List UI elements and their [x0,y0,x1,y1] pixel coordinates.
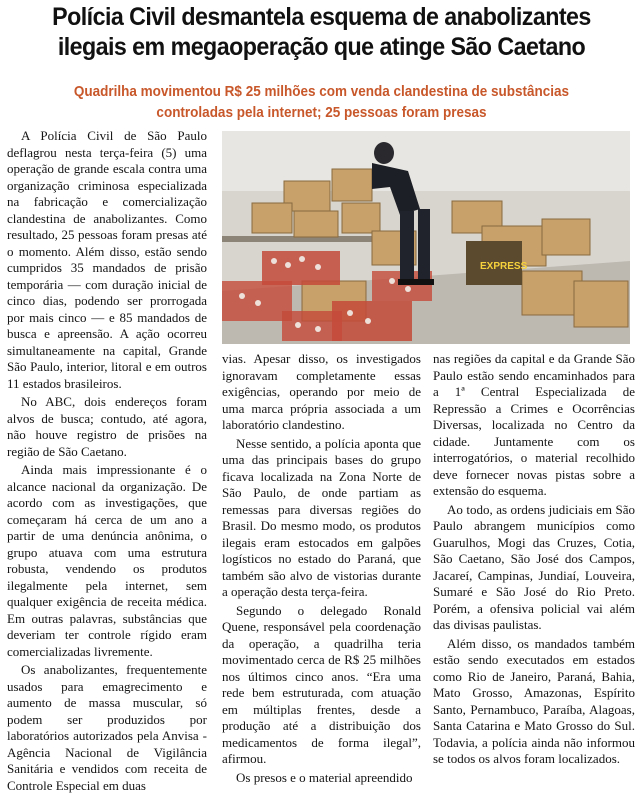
headline-line-1: Polícia Civil desmantela esquema de anabolizantes [52,3,591,31]
subheadline-line-1: Quadrilha movimentou R$ 25 milhões com venda clandestina de substâncias [73,83,570,100]
paragraph: Ao todo, as ordens judiciais em São Paulo abrangem municípios como Guarulhos, Mogi das Cruzes, Cotia, São Caetano, São José dos Campos, Jacareí, Campinas, Jundiaí, Louveira, Sumaré e São José do Rio Preto. Porém, a ofensiva policial vai além das divisas paulistas. [433,501,635,632]
news-photo [222,131,630,344]
paragraph: Ainda mais impressionante é o alcance nacional da organização. De acordo com as investigações, que começaram há cerca de um ano a partir de uma denúncia anônima, o grupo atuava com uma estrutura robusta, vendendo os produtos ilegalmente pela internet, sem qualquer exigência de receita médica. Em outras palavras, substâncias que deveriam ter controle rígido eram comercializadas livremente. [7,462,207,659]
headline [23,2,621,62]
paragraph: Os presos e o material apreendido [236,769,413,785]
subheadline-line-2: controladas pela internet; 25 pessoas foram presas [156,104,487,121]
paragraph: Além disso, os mandados também estão sendo executados em estados como Rio de Janeiro, Paraná, Bahia, Mato Grosso, Amazonas, Espírito Santo, Pernambuco, Paraíba, Alagoas, Santa Catarina e Mato Grosso do Sul. Todavia, a polícia ainda não informou se todos os alvos foram localizados. [433,635,635,766]
paragraph: nas regiões da capital e da Grande São Paulo estão sendo encaminhados para a 1ª Central Especializada de Repressão a Crimes e Ocorrências Diversas, localizada no Centro da cidade. Juntamente com os interrogatórios, o material recolhido deve fornecer novas pistas sobre a extensão do esquema. [433,351,635,498]
article-column-1 [7,128,207,794]
article-column-3 [433,351,635,768]
subheadline [32,81,611,123]
paragraph: No ABC, dois endereços foram alvos de busca; contudo, até agora, não houve registro de prisões na região de São Caetano. [7,394,207,459]
paragraph: Segundo o delegado Ronald Quene, responsável pela coordenação da operação, a quadrilha teria movimentado cerca de R$ 25 milhões nos últimos cinco anos. “Era uma rede bem estruturada, com atuação em múltiplas frentes, desde a produção até a distribuição dos medicamentos de forma ilegal”, afirmou. [222,602,421,766]
headline-line-2: ilegais em megaoperação que atinge São Caetano [57,33,586,61]
article-column-2 [222,351,421,786]
paragraph: Os anabolizantes, frequentemente usados para emagrecimento e aumento de massa muscular, só podem ser produzidos por laboratórios autorizados pela Anvisa - Agência Nacional de Vigilância Sanitária e vendidos com receita de Controle Especial em duas [7,662,207,793]
police-warehouse-photo [222,131,630,344]
paragraph: A Polícia Civil de São Paulo deflagrou nesta terça-feira (5) uma operação de grande escala contra uma organização criminosa especializada na fabricação e comercialização clandestina de anabolizantes. Como resultado, 25 pessoas foram presas até o momento. Além disso, estão sendo cumpridos 35 mandados de prisão temporária — com duração inicial de cinco dias, podendo ser prorrogada por mais cinco — e 85 mandados de busca e apreensão. A ação ocorreu simultaneamente na capital, Grande São Paulo, interior, litoral e em outros 11 estados brasileiros. [7,128,207,391]
paragraph: Nesse sentido, a polícia aponta que uma das principais bases do grupo ficava localizada na Zona Norte de São Paulo, de onde partiam as remessas para diversas regiões do Brasil. Do mesmo modo, os produtos ilegais eram estocados em galpões logísticos no estado do Paraná, que também são alvo de vistorias durante a operação desta terça-feira. [222,435,421,599]
photo-box-text: EXPRESS [480,261,528,272]
paragraph: vias. Apesar disso, os investigados ignoravam completamente essas exigências, operando por meio de uma marca própria associada a um laboratório clandestino. [222,351,421,432]
